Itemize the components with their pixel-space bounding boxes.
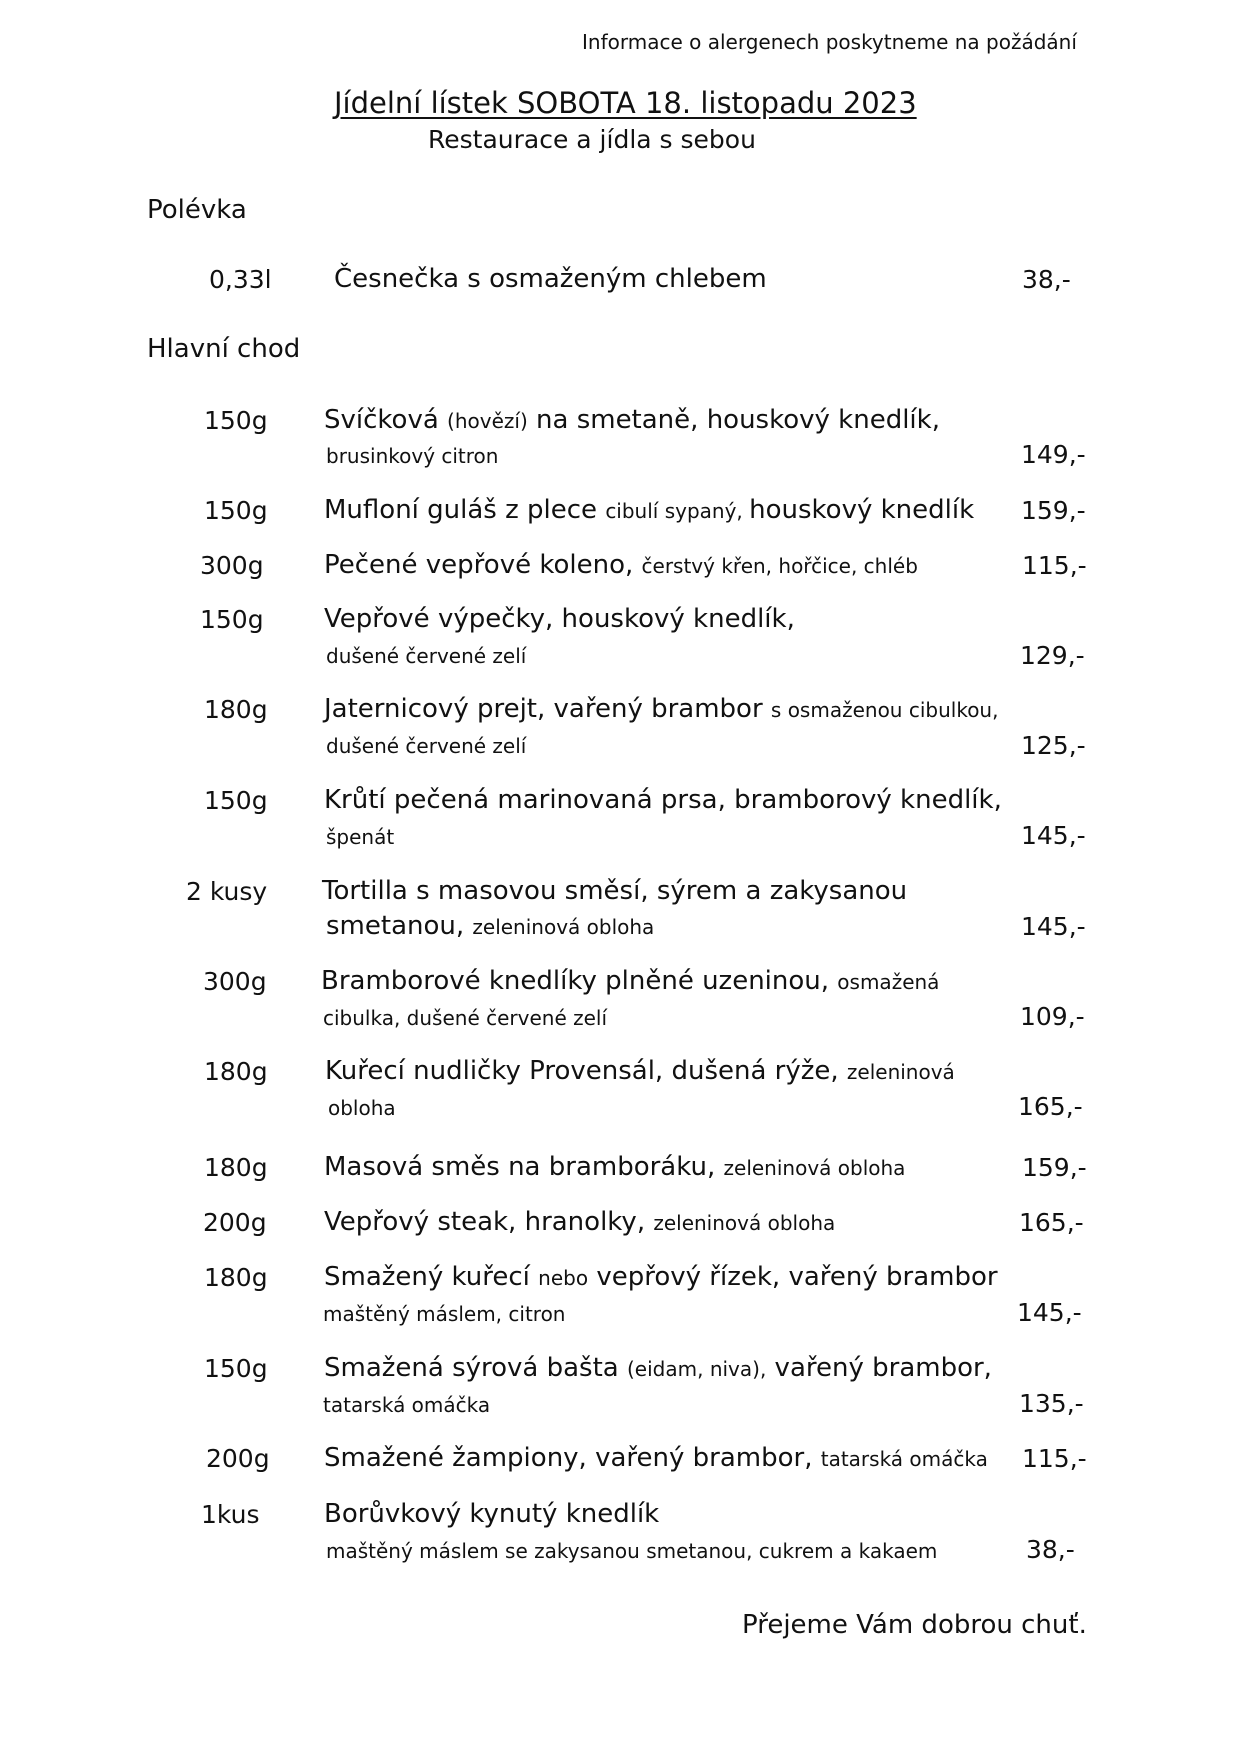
item-price: 38,- [1026,1535,1075,1564]
item-side-note: obloha [328,1096,396,1120]
menu-subtitle: Restaurace a jídla s sebou [428,125,756,154]
item-side-note: maštěný máslem, citron [323,1302,566,1326]
item-price: 125,- [1021,731,1086,760]
item-name: Krůtí pečená marinovaná prsa, bramborový knedlík, [324,785,1002,815]
item-name: Svíčková (hovězí) na smetaně, houskový knedlík, [324,405,940,435]
item-name: Smažená sýrová bašta (eidam, niva), vařený brambor, [324,1353,992,1383]
item-name: Smažený kuřecí nebo vepřový řízek, vařený brambor [324,1262,998,1292]
item-name: Mufloní guláš z plece cibulí sypaný, houskový knedlík [324,495,975,525]
item-weight: 0,33l [209,265,272,294]
item-price: 129,- [1020,641,1085,670]
item-side-note: dušené červené zelí [326,734,527,758]
item-weight: 150g [204,1354,268,1383]
item-price: 109,- [1020,1002,1085,1031]
item-side-note: brusinkový citron [326,444,499,468]
item-weight: 180g [204,695,268,724]
item-price: 145,- [1021,912,1086,941]
item-name: Bramborové knedlíky plněné uzeninou, osmažená [321,966,940,996]
item-weight: 180g [204,1263,268,1292]
item-weight: 180g [204,1057,268,1086]
item-price: 145,- [1021,821,1086,850]
item-price: 159,- [1021,496,1086,525]
item-name: Jaternicový prejt, vařený brambor s osmaženou cibulkou, [324,694,999,724]
item-price: 115,- [1022,551,1087,580]
section-heading-main: Hlavní chod [147,334,301,364]
item-weight: 1kus [201,1500,260,1529]
item-price: 165,- [1019,1208,1084,1237]
item-weight: 150g [204,786,268,815]
item-price: 135,- [1019,1389,1084,1418]
item-price: 115,- [1022,1444,1087,1473]
item-name: Vepřové výpečky, houskový knedlík, [324,604,795,634]
section-heading-soup: Polévka [147,195,247,225]
allergen-note: Informace o alergenech poskytneme na požádání [582,30,1077,54]
item-weight: 150g [204,496,268,525]
item-weight: 200g [203,1208,267,1237]
item-price: 159,- [1022,1153,1087,1182]
item-weight: 180g [204,1153,268,1182]
item-price: 145,- [1017,1298,1082,1327]
item-side-note: špenát [326,825,395,849]
item-name: Masová směs na bramboráku, zeleninová obloha [324,1152,906,1182]
item-price: 38,- [1022,265,1071,294]
item-name: Borůvkový kynutý knedlík [324,1499,660,1529]
item-side-note: smetanou, zeleninová obloha [326,911,655,941]
item-side-note: maštěný máslem se zakysanou smetanou, cukrem a kakaem [326,1539,938,1563]
item-name: Vepřový steak, hranolky, zeleninová obloha [324,1207,836,1237]
item-side-note: dušené červené zelí [326,644,527,668]
item-weight: 150g [200,605,264,634]
item-name: Tortilla s masovou směsí, sýrem a zakysanou [322,876,908,906]
item-weight: 200g [206,1444,270,1473]
item-name: Smažené žampiony, vařený brambor, tatarská omáčka [324,1443,988,1473]
item-weight: 150g [204,406,268,435]
item-price: 149,- [1021,440,1086,469]
item-side-note: tatarská omáčka [323,1393,491,1417]
item-name: Pečené vepřové koleno, čerstvý křen, hořčice, chléb [324,550,918,580]
item-name: Česnečka s osmaženým chlebem [334,264,767,294]
item-price: 165,- [1018,1092,1083,1121]
menu-title: Jídelní lístek SOBOTA 18. listopadu 2023 [334,86,917,120]
closing-wish: Přejeme Vám dobrou chuť. [742,1610,1087,1640]
item-weight: 2 kusy [186,877,268,906]
item-side-note: cibulka, dušené červené zelí [323,1006,608,1030]
item-name: Kuřecí nudličky Provensál, dušená rýže, zeleninová [325,1056,955,1086]
item-weight: 300g [203,967,267,996]
item-weight: 300g [200,551,264,580]
